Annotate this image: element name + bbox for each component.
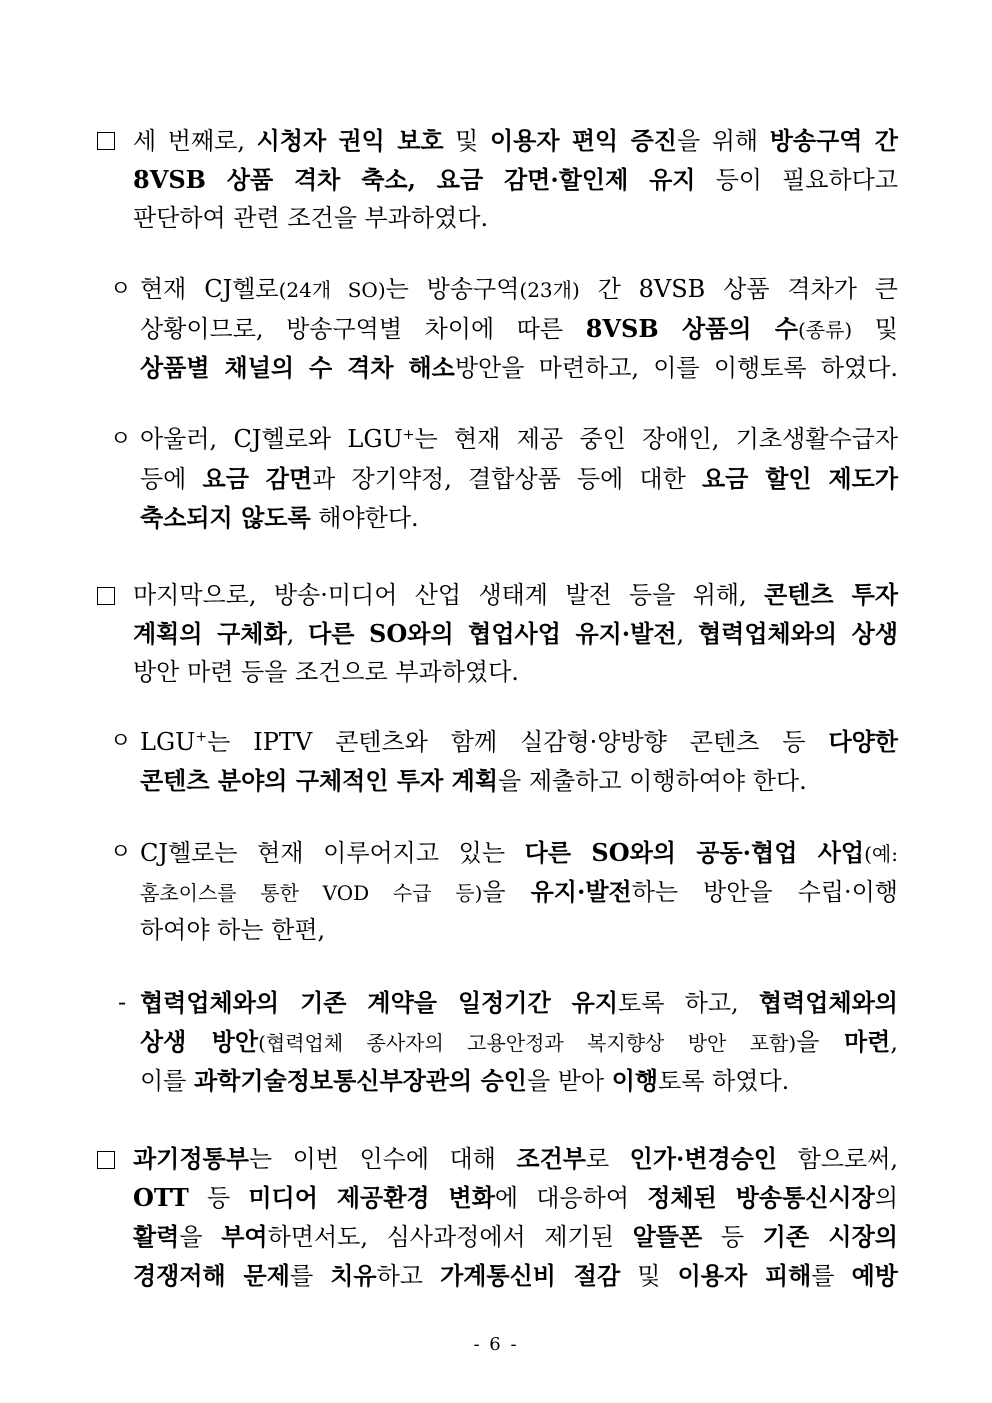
text: , bbox=[286, 620, 309, 648]
bold-text: 이용자 편익 증진 bbox=[489, 126, 677, 155]
bold-text: OTT bbox=[133, 1183, 189, 1212]
bold-text: 협력업체와의 상생 bbox=[698, 619, 899, 648]
bold-text: 미디어 제공환경 변화 bbox=[248, 1183, 495, 1212]
c1-line-1 bbox=[140, 270, 898, 309]
p1-line-3: 판단하여 관련 조건을 부과하였다. bbox=[133, 204, 489, 232]
text: (예: bbox=[864, 842, 898, 866]
bold-text: 가계통신비 절감 bbox=[440, 1261, 621, 1290]
text: 아울러, CJ헬로와 LGU bbox=[140, 425, 403, 453]
text: 하고 bbox=[376, 1262, 441, 1290]
text: 방안을 마련하고, 이를 이행토록 하였다. bbox=[454, 354, 898, 382]
text: 는 IPTV 콘텐츠와 함께 실감형·양방향 콘텐츠 등 bbox=[207, 728, 829, 756]
p3-line-3 bbox=[133, 1217, 898, 1256]
text: 간 8VSB 상품 격차가 큰 bbox=[579, 275, 898, 303]
text: 토록 하였다. bbox=[658, 1067, 790, 1095]
text: 에 대응하여 bbox=[494, 1184, 648, 1212]
checkbox-square-1 bbox=[97, 132, 115, 150]
bold-text: 8VSB 상품 격차 축소, 요금 감면·할인제 유지 bbox=[133, 165, 696, 194]
text: 을 bbox=[482, 878, 531, 906]
text: , bbox=[676, 620, 698, 648]
superscript: + bbox=[402, 427, 415, 443]
p3-line-1 bbox=[133, 1139, 898, 1178]
c4-line-3: 하여야 하는 한편, bbox=[140, 916, 326, 944]
dash-bullet-1: - bbox=[118, 988, 127, 1016]
bold-text: 조건부 bbox=[516, 1144, 586, 1173]
bold-text: 인가·변경승인 bbox=[629, 1144, 778, 1173]
circle-bullet-2: ㅇ bbox=[110, 427, 132, 452]
circle-item-3 bbox=[140, 722, 898, 800]
p3-line-2 bbox=[133, 1178, 898, 1217]
bold-text: 상품별 채널의 수 격차 해소 bbox=[140, 353, 455, 382]
bold-text: 기존 시장의 bbox=[762, 1222, 898, 1251]
c2-line-1 bbox=[140, 420, 898, 459]
text: (24개 SO) bbox=[278, 278, 386, 302]
c4-line-1 bbox=[140, 833, 898, 872]
text: 을 bbox=[796, 1028, 844, 1056]
text: 을 위해 bbox=[676, 127, 770, 155]
text: 등에 bbox=[140, 465, 203, 493]
bold-text: 다른 SO와의 협업사업 유지·발전 bbox=[308, 619, 677, 648]
text: 함으로써, bbox=[777, 1145, 898, 1173]
text: 등 bbox=[188, 1184, 249, 1212]
d1-line-2 bbox=[140, 1022, 898, 1061]
bold-text: 다른 SO와의 공동·협업 사업 bbox=[524, 838, 865, 867]
text: 로 bbox=[585, 1145, 630, 1173]
paragraph-2 bbox=[133, 575, 898, 692]
superscript: + bbox=[195, 729, 208, 745]
text: 토록 하고, bbox=[618, 989, 759, 1017]
text: 세 번째로, bbox=[133, 127, 257, 155]
d1-line-3 bbox=[140, 1061, 898, 1100]
bold-text: 이용자 피해 bbox=[677, 1261, 812, 1290]
text: (종류) bbox=[797, 318, 853, 342]
text: 는 이번 인수에 대해 bbox=[248, 1145, 517, 1173]
p2-line-2 bbox=[133, 614, 898, 653]
text: 마지막으로, 방송·미디어 산업 생태계 발전 등을 위해, bbox=[133, 581, 765, 609]
p2-line-3: 방안 마련 등을 조건으로 부과하였다. bbox=[133, 658, 519, 686]
text: 을 받아 bbox=[526, 1067, 612, 1095]
text: CJ헬로는 현재 이루어지고 있는 bbox=[140, 839, 525, 867]
bold-text: 시청자 권익 보호 bbox=[256, 126, 444, 155]
text: (협력업체 종사자의 고용안정과 복지향상 방안 포함) bbox=[258, 1031, 797, 1055]
c2-line-3 bbox=[140, 498, 898, 537]
c3-line-1 bbox=[140, 722, 898, 761]
bold-text: 8VSB 상품의 수 bbox=[585, 314, 798, 343]
text: 상황이므로, 방송구역별 차이에 따른 bbox=[140, 315, 586, 343]
bold-text: 다양한 bbox=[828, 727, 898, 756]
circle-item-1 bbox=[140, 270, 898, 387]
c2-line-2 bbox=[140, 459, 898, 498]
bold-text: 유지·발전 bbox=[530, 877, 632, 906]
bold-text: 마련 bbox=[843, 1027, 891, 1056]
text: 및 bbox=[620, 1262, 678, 1290]
text: 의 bbox=[874, 1184, 898, 1212]
bold-text: 정체된 방송통신시장 bbox=[647, 1183, 875, 1212]
circle-bullet-4: ㅇ bbox=[110, 840, 132, 865]
text: 는 현재 제공 중인 장애인, 기초생활수급자 bbox=[414, 425, 899, 453]
p1-line-1 bbox=[133, 121, 898, 160]
bold-text: 콘텐츠 분야의 구체적인 투자 계획 bbox=[140, 766, 498, 795]
c1-line-2 bbox=[140, 309, 898, 348]
bold-text: 요금 감면 bbox=[202, 464, 313, 493]
bold-text: 경쟁저해 문제 bbox=[133, 1261, 290, 1290]
circle-item-4 bbox=[140, 833, 898, 950]
c3-line-2 bbox=[140, 761, 898, 800]
text: 을 bbox=[179, 1223, 222, 1251]
text: LGU bbox=[140, 728, 196, 756]
text: 을 제출하고 이행하여야 한다. bbox=[498, 767, 807, 795]
bold-text: 이행 bbox=[611, 1066, 659, 1095]
page-number: - 6 - bbox=[473, 1334, 519, 1355]
paragraph-1 bbox=[133, 121, 898, 238]
text: 및 bbox=[443, 127, 490, 155]
c4-line-2 bbox=[140, 872, 898, 911]
bold-text: 방송구역 간 bbox=[769, 126, 898, 155]
bold-text: 부여 bbox=[221, 1222, 268, 1251]
p1-line-2 bbox=[133, 160, 898, 199]
text: 해야한다. bbox=[310, 504, 419, 532]
bold-text: 알뜰폰 bbox=[632, 1222, 703, 1251]
text: 홈초이스를 통한 VOD 수급 등) bbox=[140, 881, 483, 905]
text: 를 bbox=[811, 1262, 852, 1290]
text: 등이 필요하다고 bbox=[695, 166, 899, 194]
p3-line-4 bbox=[133, 1256, 898, 1295]
bold-text: 협력업체와의 기존 계약을 일정기간 유지 bbox=[140, 988, 619, 1017]
bold-text: 활력 bbox=[133, 1222, 180, 1251]
text: 를 bbox=[289, 1262, 331, 1290]
bold-text: 치유 bbox=[330, 1261, 377, 1290]
bold-text: 상생 방안 bbox=[140, 1027, 259, 1056]
text: 이를 bbox=[140, 1067, 194, 1095]
bold-text: 과학기술정보통신부장관의 승인 bbox=[194, 1066, 527, 1095]
text: 하면서도, 심사과정에서 제기된 bbox=[267, 1223, 633, 1251]
bold-text: 요금 할인 제도가 bbox=[701, 464, 899, 493]
circle-bullet-1: ㅇ bbox=[110, 277, 132, 302]
dash-item-1 bbox=[140, 983, 898, 1100]
text: (23개) bbox=[519, 278, 580, 302]
bold-text: 예방 bbox=[851, 1261, 898, 1290]
bold-text: 과기정통부 bbox=[133, 1144, 249, 1173]
text: 하는 방안을 수립·이행 bbox=[631, 878, 898, 906]
bold-text: 콘텐츠 투자 bbox=[764, 580, 899, 609]
paragraph-3 bbox=[133, 1139, 898, 1295]
text: 등 bbox=[702, 1223, 763, 1251]
checkbox-square-3 bbox=[97, 1151, 115, 1169]
checkbox-square-2 bbox=[97, 587, 115, 605]
text: 는 방송구역 bbox=[385, 275, 520, 303]
text: , bbox=[890, 1028, 898, 1056]
circle-bullet-3: ㅇ bbox=[110, 729, 132, 754]
p2-line-1 bbox=[133, 575, 898, 614]
c1-line-3 bbox=[140, 348, 898, 387]
text: 및 bbox=[852, 315, 898, 343]
d1-line-1 bbox=[140, 983, 898, 1022]
text: 현재 CJ헬로 bbox=[140, 275, 279, 303]
bold-text: 계획의 구체화 bbox=[133, 619, 287, 648]
bold-text: 협력업체와의 bbox=[758, 988, 898, 1017]
bold-text: 축소되지 않도록 bbox=[140, 503, 311, 532]
text: 과 장기약정, 결합상품 등에 대한 bbox=[312, 465, 702, 493]
circle-item-2 bbox=[140, 420, 898, 537]
